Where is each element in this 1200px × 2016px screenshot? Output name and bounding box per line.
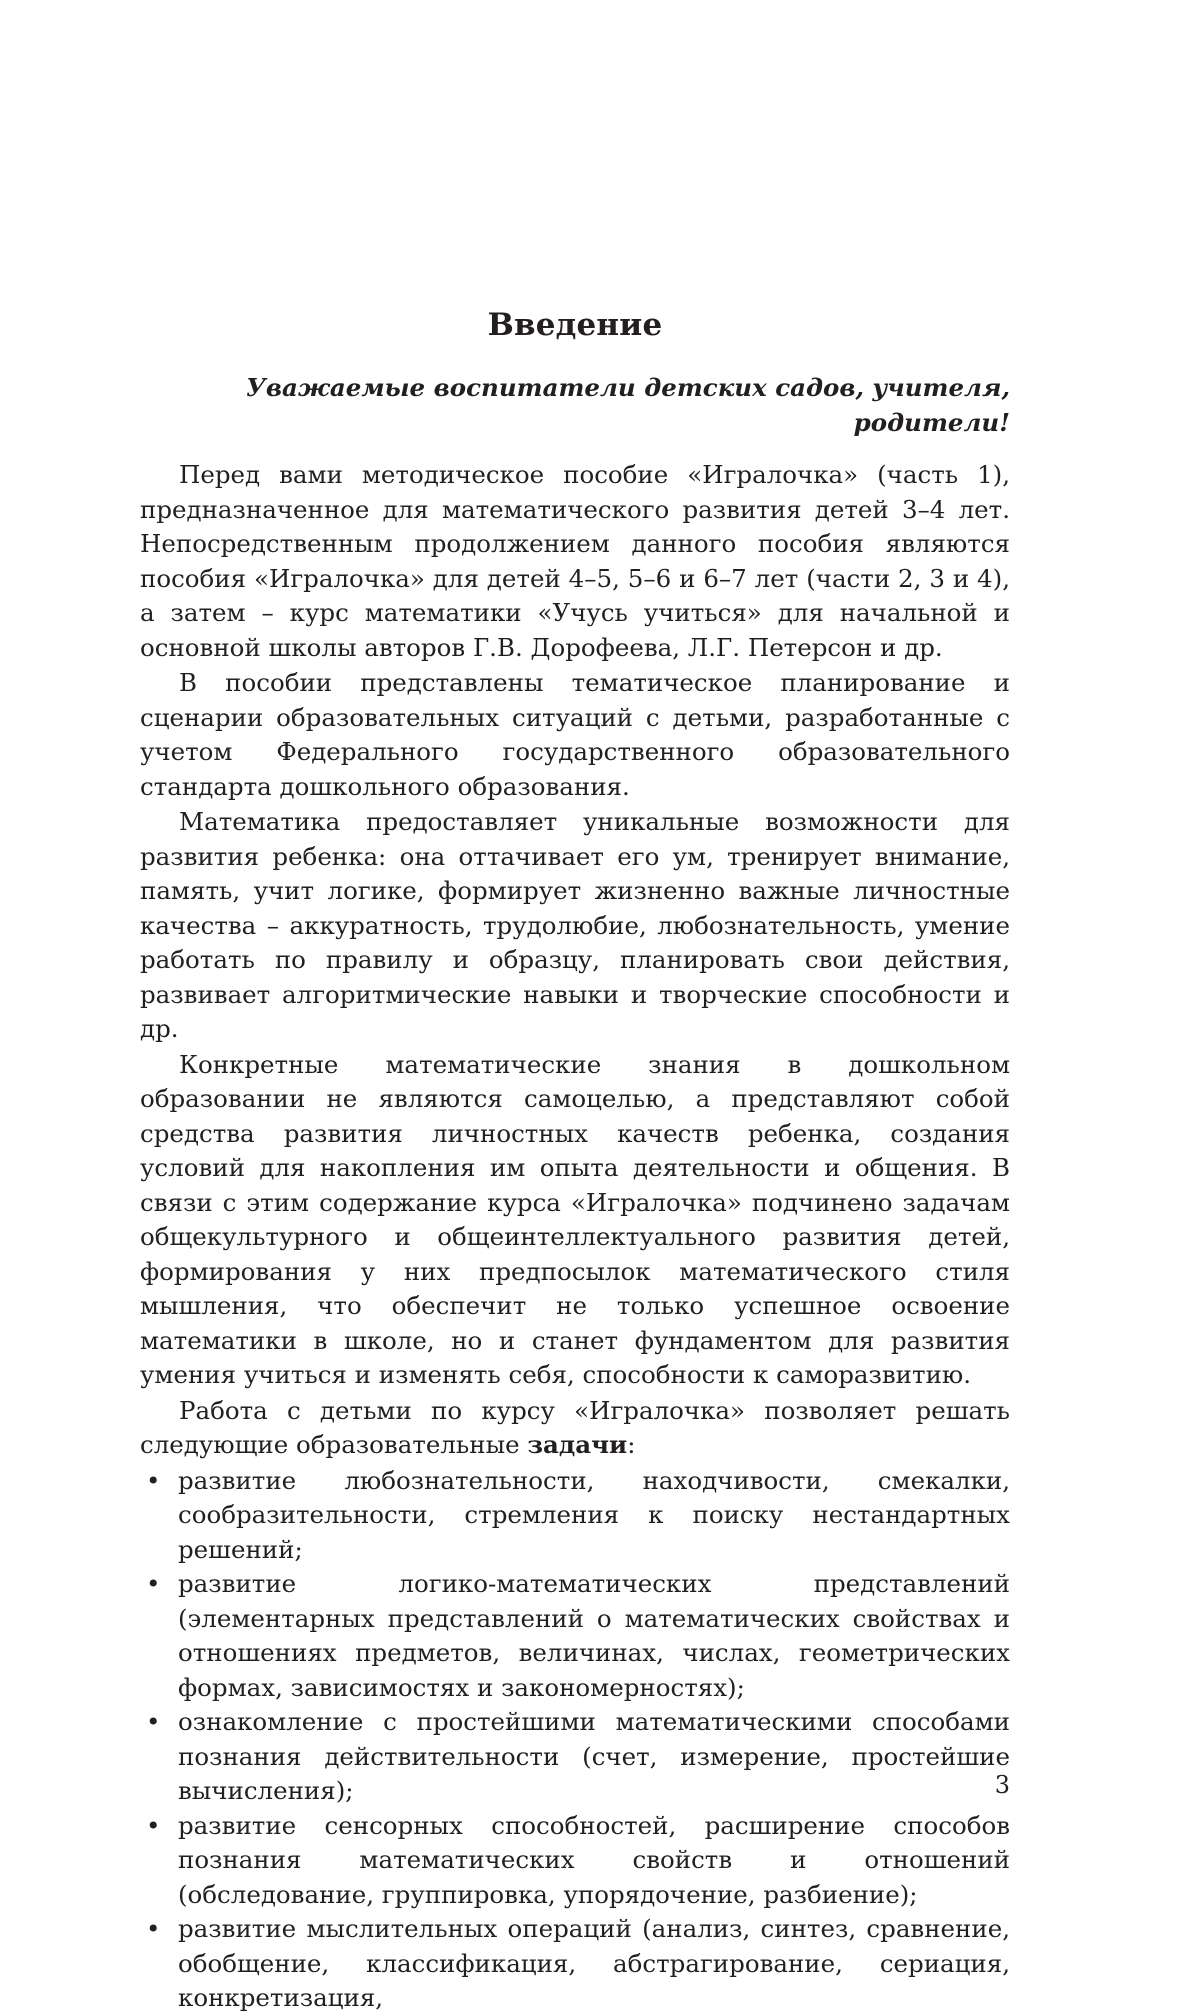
page-number: 3 (994, 1771, 1010, 1799)
bullet-icon: • (146, 1707, 161, 1736)
list-item-text: развитие логико-математических представлений (элементарных представлений о математических свойствах и отношениях предметов, величинах, числах, геометрических формах, зависимостях и закономерностях); (178, 1569, 1010, 1702)
list-item (140, 1912, 1010, 2016)
paragraph-math-value: Математика предоставляет уникальные возможности для развития ребенка: она оттачивает его ум, тренирует внимание, память, учит логике, формирует жизненно важные личностные качества – аккуратность, трудолюбие, любознательность, умение работать по правилу и образцу, планировать свои действия, развивает алгоритмические навыки и творческие способности и др. (140, 807, 1010, 1043)
paragraph-content: В пособии представлены тематическое планирование и сценарии образовательных ситуаций с детьми, разработанные с учетом Федерального государственного образовательного стандарта дошкольного образования. (140, 668, 1010, 801)
paragraph-intro: Перед вами методическое пособие «Игралочка» (часть 1), предназначенное для математического развития детей 3–4 лет. Непосредственным продолжением данного пособия являются пособия «Игралочка» для детей 4–5, 5–6 и 6–7 лет (части 2, 3 и 4), а затем – курс математики «Учусь учиться» для начальной и основной школы авторов Г.В. Дорофеева, Л.Г. Петерсон и др. (140, 460, 1010, 662)
list-item (140, 1464, 1010, 1568)
bullet-icon: • (146, 1569, 161, 1598)
list-item-text: ознакомление с простейшими математическими способами познания действительности (счет, измерение, простейшие вычисления); (178, 1707, 1010, 1805)
bullet-icon: • (146, 1465, 161, 1495)
list-item (140, 1809, 1010, 1913)
list-item (140, 1705, 1010, 1809)
list-item-text: развитие мыслительных операций (анализ, синтез, сравнение, обобщение, классификация, абстрагирование, сериация, конкретизация, (178, 1914, 1010, 2012)
list-item (140, 1567, 1010, 1705)
salutation: Уважаемые воспитатели детских садов, учителя, родители! (246, 373, 1010, 437)
paragraph-tasks-intro (140, 1394, 1010, 1463)
tasks-intro-colon: : (627, 1430, 636, 1459)
tasks-keyword: задачи (527, 1430, 628, 1459)
tasks-intro-text: Работа с детьми по курсу «Игралочка» позволяет решать следующие образовательные (140, 1395, 1010, 1459)
list-item-text: развитие сенсорных способностей, расширение способов познания математических свойств и отношений (обследование, группировка, упорядочение, разбиение); (178, 1810, 1010, 1909)
bullet-icon: • (146, 1810, 161, 1840)
paragraph-goals: Конкретные математические знания в дошкольном образовании не являются самоцелью, а представляют собой средства развития личностных качеств ребенка, создания условий для накопления им опыта деятельности и общения. В связи с этим содержание курса «Игралочка» подчинено задачам общекультурного и общеинтеллектуального развития детей, формирования у них предпосылок математического стиля мышления, что обеспечит не только успешное освоение математики в школе, но и станет фундаментом для развития умения учиться и изменять себя, способности к саморазвитию. (140, 1049, 1010, 1389)
page-title: Введение (487, 307, 663, 343)
bullet-icon: • (146, 1914, 161, 1943)
task-list (140, 1464, 1010, 2016)
list-item-text: развитие любознательности, находчивости, смекалки, сообразительности, стремления к поиску нестандартных решений; (178, 1465, 1010, 1564)
main-text-block (140, 305, 1010, 2016)
